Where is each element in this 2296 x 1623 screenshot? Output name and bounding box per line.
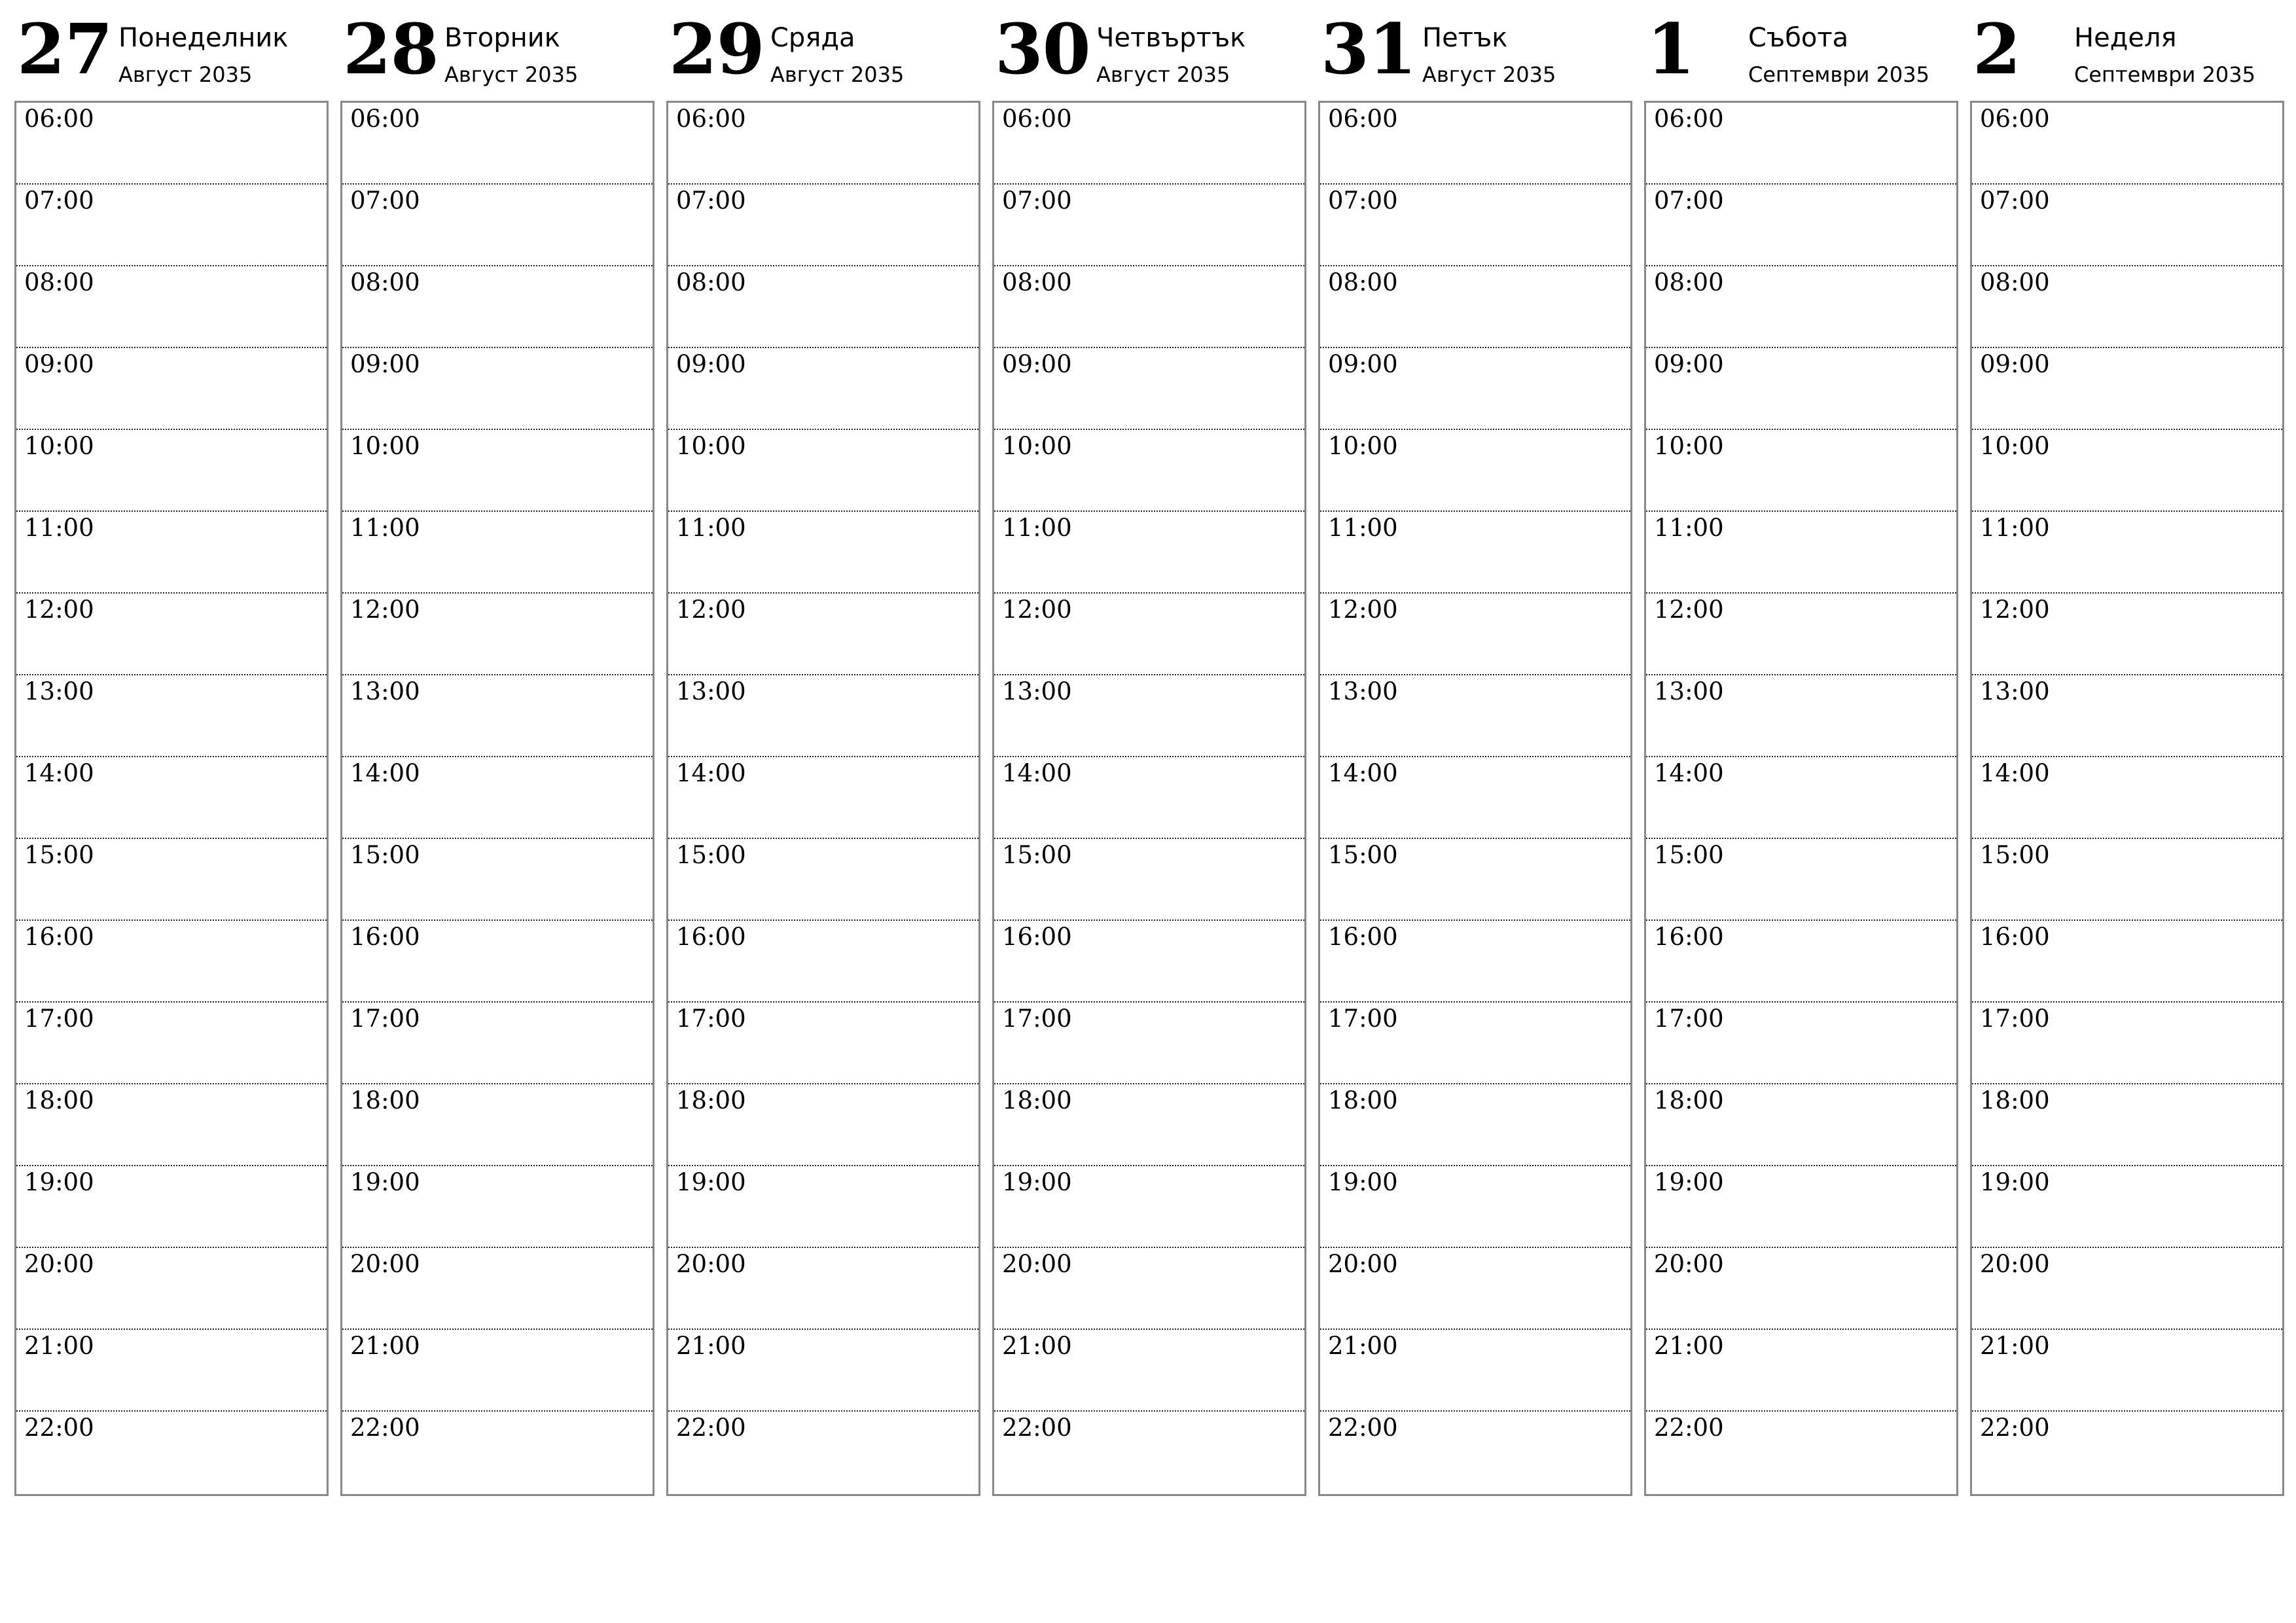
hour-slot[interactable] <box>342 1003 653 1084</box>
hour-label: 09:00 <box>1654 350 1724 378</box>
hour-slot[interactable] <box>994 1166 1304 1248</box>
hour-slot[interactable] <box>1646 185 1956 266</box>
hour-label: 21:00 <box>1654 1332 1724 1360</box>
hour-slot[interactable] <box>668 266 978 348</box>
hour-label: 09:00 <box>1980 350 2050 378</box>
hour-label: 18:00 <box>676 1086 746 1115</box>
hour-slot[interactable] <box>668 348 978 430</box>
hour-slot[interactable] <box>668 839 978 921</box>
hour-label: 14:00 <box>1980 759 2050 787</box>
hour-slot[interactable] <box>668 757 978 839</box>
hour-label: 11:00 <box>1002 514 1072 542</box>
hour-slot[interactable] <box>16 1084 327 1166</box>
hour-slot[interactable] <box>16 430 327 512</box>
hour-label: 22:00 <box>676 1414 746 1442</box>
hour-label: 11:00 <box>24 514 94 542</box>
hour-slot[interactable] <box>668 185 978 266</box>
hour-label: 19:00 <box>350 1168 420 1196</box>
hour-slot[interactable] <box>1972 1003 2282 1084</box>
hour-label: 18:00 <box>1328 1086 1398 1115</box>
hour-slot[interactable] <box>342 1412 653 1494</box>
hour-slot[interactable] <box>668 430 978 512</box>
hour-slot[interactable] <box>994 594 1304 675</box>
hour-label: 07:00 <box>1002 187 1072 215</box>
hour-slot[interactable] <box>994 1003 1304 1084</box>
hour-slot[interactable] <box>1972 1166 2282 1248</box>
hour-label: 17:00 <box>676 1005 746 1033</box>
hour-label: 11:00 <box>1980 514 2050 542</box>
hour-label: 22:00 <box>1980 1414 2050 1442</box>
hour-label: 17:00 <box>1654 1005 1724 1033</box>
hour-label: 08:00 <box>1328 268 1398 296</box>
hour-slot[interactable] <box>994 103 1304 185</box>
day-name: Понеделник <box>118 23 289 53</box>
day-number: 28 <box>343 8 439 90</box>
hour-grid <box>340 101 655 1496</box>
hour-label: 12:00 <box>24 596 94 624</box>
hour-label: 22:00 <box>1654 1414 1724 1442</box>
hour-slot[interactable] <box>1320 594 1630 675</box>
hour-slot[interactable] <box>1320 1330 1630 1412</box>
hour-label: 14:00 <box>1002 759 1072 787</box>
hour-label: 14:00 <box>1328 759 1398 787</box>
hour-slot[interactable] <box>1320 266 1630 348</box>
hour-slot[interactable] <box>668 1330 978 1412</box>
day-name: Сряда <box>770 23 855 53</box>
hour-label: 15:00 <box>24 841 94 869</box>
hour-label: 06:00 <box>350 105 420 133</box>
hour-label: 11:00 <box>1654 514 1724 542</box>
hour-slot[interactable] <box>994 430 1304 512</box>
hour-label: 18:00 <box>1980 1086 2050 1115</box>
hour-slot[interactable] <box>1646 1330 1956 1412</box>
day-header <box>666 0 979 101</box>
hour-slot[interactable] <box>1972 103 2282 185</box>
hour-slot[interactable] <box>668 512 978 594</box>
hour-slot[interactable] <box>1646 1166 1956 1248</box>
hour-slot[interactable] <box>1320 1003 1630 1084</box>
hour-slot[interactable] <box>1320 103 1630 185</box>
hour-slot[interactable] <box>1972 348 2282 430</box>
hour-slot[interactable] <box>342 594 653 675</box>
hour-label: 10:00 <box>1980 432 2050 460</box>
hour-grid <box>1318 101 1632 1496</box>
hour-slot[interactable] <box>342 839 653 921</box>
hour-label: 12:00 <box>1002 596 1072 624</box>
hour-slot[interactable] <box>16 1412 327 1494</box>
hour-slot[interactable] <box>1972 1412 2282 1494</box>
hour-label: 19:00 <box>1002 1168 1072 1196</box>
day-number: 2 <box>1973 8 2020 90</box>
hour-label: 09:00 <box>676 350 746 378</box>
hour-label: 21:00 <box>350 1332 420 1360</box>
hour-slot[interactable] <box>668 1084 978 1166</box>
hour-slot[interactable] <box>1972 757 2282 839</box>
hour-slot[interactable] <box>1320 1412 1630 1494</box>
hour-slot[interactable] <box>342 1330 653 1412</box>
hour-label: 20:00 <box>1002 1250 1072 1278</box>
hour-label: 19:00 <box>24 1168 94 1196</box>
hour-label: 19:00 <box>676 1168 746 1196</box>
hour-slot[interactable] <box>1320 675 1630 757</box>
hour-slot[interactable] <box>16 512 327 594</box>
hour-label: 22:00 <box>1328 1414 1398 1442</box>
hour-label: 19:00 <box>1980 1168 2050 1196</box>
hour-slot[interactable] <box>1646 921 1956 1003</box>
hour-slot[interactable] <box>1646 348 1956 430</box>
hour-slot[interactable] <box>994 1084 1304 1166</box>
hour-grid <box>1644 101 1958 1496</box>
hour-label: 12:00 <box>676 596 746 624</box>
hour-slot[interactable] <box>16 921 327 1003</box>
day-month: Август 2035 <box>770 62 905 87</box>
day-name: Събота <box>1748 23 1849 53</box>
hour-label: 22:00 <box>1002 1414 1072 1442</box>
hour-label: 16:00 <box>1980 923 2050 951</box>
hour-label: 15:00 <box>1002 841 1072 869</box>
hour-label: 07:00 <box>350 187 420 215</box>
day-number: 31 <box>1321 8 1416 90</box>
hour-slot[interactable] <box>1646 675 1956 757</box>
day-column <box>1970 0 2283 1442</box>
hour-slot[interactable] <box>342 103 653 185</box>
hour-label: 10:00 <box>24 432 94 460</box>
hour-slot[interactable] <box>1972 430 2282 512</box>
hour-slot[interactable] <box>1320 1166 1630 1248</box>
hour-label: 14:00 <box>24 759 94 787</box>
hour-label: 19:00 <box>1654 1168 1724 1196</box>
hour-slot[interactable] <box>668 594 978 675</box>
hour-slot[interactable] <box>16 839 327 921</box>
hour-slot[interactable] <box>342 430 653 512</box>
hour-label: 09:00 <box>1328 350 1398 378</box>
day-number: 1 <box>1647 8 1695 90</box>
hour-label: 21:00 <box>24 1332 94 1360</box>
hour-label: 16:00 <box>1654 923 1724 951</box>
hour-slot[interactable] <box>668 675 978 757</box>
hour-slot[interactable] <box>1646 103 1956 185</box>
day-header <box>14 0 327 101</box>
hour-label: 13:00 <box>1980 677 2050 705</box>
hour-slot[interactable] <box>1320 839 1630 921</box>
day-column <box>1644 0 1957 1442</box>
hour-grid <box>666 101 980 1496</box>
hour-label: 13:00 <box>676 677 746 705</box>
hour-label: 10:00 <box>676 432 746 460</box>
hour-slot[interactable] <box>1646 839 1956 921</box>
hour-label: 11:00 <box>350 514 420 542</box>
hour-label: 10:00 <box>1328 432 1398 460</box>
hour-label: 18:00 <box>350 1086 420 1115</box>
hour-label: 14:00 <box>1654 759 1724 787</box>
hour-slot[interactable] <box>1320 512 1630 594</box>
hour-slot[interactable] <box>1646 1248 1956 1330</box>
hour-slot[interactable] <box>1646 1084 1956 1166</box>
hour-slot[interactable] <box>1320 348 1630 430</box>
hour-label: 15:00 <box>1980 841 2050 869</box>
hour-slot[interactable] <box>16 266 327 348</box>
hour-label: 07:00 <box>676 187 746 215</box>
hour-slot[interactable] <box>342 757 653 839</box>
hour-slot[interactable] <box>994 1330 1304 1412</box>
hour-label: 21:00 <box>1328 1332 1398 1360</box>
hour-label: 19:00 <box>1328 1168 1398 1196</box>
hour-label: 22:00 <box>24 1414 94 1442</box>
hour-label: 06:00 <box>1980 105 2050 133</box>
hour-label: 13:00 <box>350 677 420 705</box>
hour-label: 10:00 <box>1654 432 1724 460</box>
hour-slot[interactable] <box>1972 594 2282 675</box>
hour-label: 16:00 <box>350 923 420 951</box>
hour-label: 13:00 <box>1328 677 1398 705</box>
hour-slot[interactable] <box>994 266 1304 348</box>
hour-slot[interactable] <box>1320 1084 1630 1166</box>
hour-slot[interactable] <box>994 675 1304 757</box>
hour-slot[interactable] <box>16 348 327 430</box>
hour-slot[interactable] <box>994 839 1304 921</box>
hour-grid <box>992 101 1306 1496</box>
hour-label: 12:00 <box>1654 596 1724 624</box>
hour-label: 16:00 <box>24 923 94 951</box>
hour-slot[interactable] <box>342 512 653 594</box>
hour-slot[interactable] <box>668 1248 978 1330</box>
day-month: Август 2035 <box>1422 62 1556 87</box>
hour-label: 08:00 <box>350 268 420 296</box>
hour-label: 07:00 <box>24 187 94 215</box>
hour-label: 16:00 <box>676 923 746 951</box>
hour-label: 18:00 <box>1654 1086 1724 1115</box>
hour-slot[interactable] <box>1646 430 1956 512</box>
hour-label: 08:00 <box>24 268 94 296</box>
hour-slot[interactable] <box>668 1003 978 1084</box>
hour-slot[interactable] <box>342 1166 653 1248</box>
hour-slot[interactable] <box>994 921 1304 1003</box>
hour-label: 18:00 <box>24 1086 94 1115</box>
hour-slot[interactable] <box>342 266 653 348</box>
hour-label: 15:00 <box>1328 841 1398 869</box>
hour-label: 21:00 <box>1002 1332 1072 1360</box>
hour-label: 20:00 <box>1654 1250 1724 1278</box>
hour-label: 07:00 <box>1328 187 1398 215</box>
hour-label: 22:00 <box>350 1414 420 1442</box>
hour-slot[interactable] <box>1972 1330 2282 1412</box>
hour-label: 11:00 <box>1328 514 1398 542</box>
hour-slot[interactable] <box>668 1166 978 1248</box>
hour-label: 06:00 <box>1328 105 1398 133</box>
day-name: Четвъртък <box>1096 23 1246 53</box>
hour-slot[interactable] <box>1320 430 1630 512</box>
day-month: Август 2035 <box>444 62 579 87</box>
day-month: Септември 2035 <box>2074 62 2255 87</box>
hour-label: 20:00 <box>1328 1250 1398 1278</box>
day-month: Септември 2035 <box>1748 62 1929 87</box>
day-number: 27 <box>17 8 113 90</box>
hour-slot[interactable] <box>1646 1412 1956 1494</box>
day-name: Вторник <box>444 23 560 53</box>
hour-label: 21:00 <box>1980 1332 2050 1360</box>
hour-slot[interactable] <box>994 185 1304 266</box>
hour-slot[interactable] <box>342 1248 653 1330</box>
hour-label: 13:00 <box>1002 677 1072 705</box>
hour-label: 12:00 <box>1328 596 1398 624</box>
day-header <box>1318 0 1631 101</box>
hour-label: 17:00 <box>1002 1005 1072 1033</box>
hour-slot[interactable] <box>1972 675 2282 757</box>
hour-slot[interactable] <box>668 103 978 185</box>
hour-label: 08:00 <box>1002 268 1072 296</box>
hour-slot[interactable] <box>1972 839 2282 921</box>
hour-label: 08:00 <box>1654 268 1724 296</box>
hour-label: 09:00 <box>350 350 420 378</box>
hour-slot[interactable] <box>994 1248 1304 1330</box>
hour-slot[interactable] <box>1972 1248 2282 1330</box>
day-column <box>14 0 327 1442</box>
hour-label: 07:00 <box>1980 187 2050 215</box>
hour-label: 13:00 <box>1654 677 1724 705</box>
hour-label: 18:00 <box>1002 1086 1072 1115</box>
hour-label: 17:00 <box>350 1005 420 1033</box>
hour-slot[interactable] <box>342 1084 653 1166</box>
hour-label: 10:00 <box>350 432 420 460</box>
hour-slot[interactable] <box>16 1330 327 1412</box>
hour-slot[interactable] <box>1320 185 1630 266</box>
hour-label: 12:00 <box>1980 596 2050 624</box>
hour-slot[interactable] <box>1646 757 1956 839</box>
hour-label: 11:00 <box>676 514 746 542</box>
hour-slot[interactable] <box>1320 1248 1630 1330</box>
week-planner <box>14 0 2284 1442</box>
hour-label: 06:00 <box>24 105 94 133</box>
day-header <box>1644 0 1957 101</box>
hour-label: 06:00 <box>1002 105 1072 133</box>
hour-slot[interactable] <box>342 348 653 430</box>
hour-slot[interactable] <box>668 1412 978 1494</box>
hour-label: 09:00 <box>1002 350 1072 378</box>
hour-slot[interactable] <box>1320 757 1630 839</box>
hour-slot[interactable] <box>16 594 327 675</box>
hour-grid <box>1970 101 2284 1496</box>
hour-slot[interactable] <box>1972 1084 2282 1166</box>
day-header <box>1970 0 2283 101</box>
hour-slot[interactable] <box>16 103 327 185</box>
hour-label: 15:00 <box>350 841 420 869</box>
hour-label: 20:00 <box>24 1250 94 1278</box>
hour-slot[interactable] <box>1646 1003 1956 1084</box>
hour-label: 16:00 <box>1002 923 1072 951</box>
day-header <box>992 0 1305 101</box>
hour-grid <box>14 101 329 1496</box>
day-name: Петък <box>1422 23 1508 53</box>
day-header <box>340 0 653 101</box>
hour-slot[interactable] <box>1646 594 1956 675</box>
hour-label: 06:00 <box>1654 105 1724 133</box>
day-column <box>666 0 979 1442</box>
hour-slot[interactable] <box>16 1003 327 1084</box>
hour-label: 13:00 <box>24 677 94 705</box>
hour-label: 14:00 <box>676 759 746 787</box>
hour-slot[interactable] <box>342 921 653 1003</box>
hour-slot[interactable] <box>16 757 327 839</box>
hour-label: 20:00 <box>676 1250 746 1278</box>
hour-slot[interactable] <box>342 675 653 757</box>
hour-label: 17:00 <box>1328 1005 1398 1033</box>
hour-label: 06:00 <box>676 105 746 133</box>
day-month: Август 2035 <box>1096 62 1230 87</box>
hour-label: 20:00 <box>350 1250 420 1278</box>
hour-slot[interactable] <box>994 348 1304 430</box>
hour-slot[interactable] <box>1972 921 2282 1003</box>
hour-slot[interactable] <box>1320 921 1630 1003</box>
hour-slot[interactable] <box>994 757 1304 839</box>
hour-slot[interactable] <box>668 921 978 1003</box>
hour-slot[interactable] <box>1972 266 2282 348</box>
hour-slot[interactable] <box>994 512 1304 594</box>
hour-label: 16:00 <box>1328 923 1398 951</box>
hour-slot[interactable] <box>16 185 327 266</box>
hour-label: 20:00 <box>1980 1250 2050 1278</box>
hour-slot[interactable] <box>1972 185 2282 266</box>
hour-label: 15:00 <box>676 841 746 869</box>
day-name: Неделя <box>2074 23 2177 53</box>
hour-label: 17:00 <box>24 1005 94 1033</box>
hour-label: 07:00 <box>1654 187 1724 215</box>
day-column <box>340 0 653 1442</box>
hour-slot[interactable] <box>994 1412 1304 1494</box>
hour-slot[interactable] <box>16 1248 327 1330</box>
hour-label: 09:00 <box>24 350 94 378</box>
hour-label: 21:00 <box>676 1332 746 1360</box>
hour-slot[interactable] <box>1972 512 2282 594</box>
hour-label: 17:00 <box>1980 1005 2050 1033</box>
hour-label: 08:00 <box>676 268 746 296</box>
hour-slot[interactable] <box>16 1166 327 1248</box>
day-number: 29 <box>669 8 764 90</box>
day-number: 30 <box>995 8 1090 90</box>
hour-slot[interactable] <box>1646 266 1956 348</box>
hour-label: 08:00 <box>1980 268 2050 296</box>
hour-slot[interactable] <box>1646 512 1956 594</box>
hour-label: 12:00 <box>350 596 420 624</box>
hour-slot[interactable] <box>342 185 653 266</box>
day-column <box>992 0 1305 1442</box>
day-month: Август 2035 <box>118 62 253 87</box>
hour-slot[interactable] <box>16 675 327 757</box>
hour-label: 10:00 <box>1002 432 1072 460</box>
hour-label: 14:00 <box>350 759 420 787</box>
hour-label: 15:00 <box>1654 841 1724 869</box>
day-column <box>1318 0 1631 1442</box>
